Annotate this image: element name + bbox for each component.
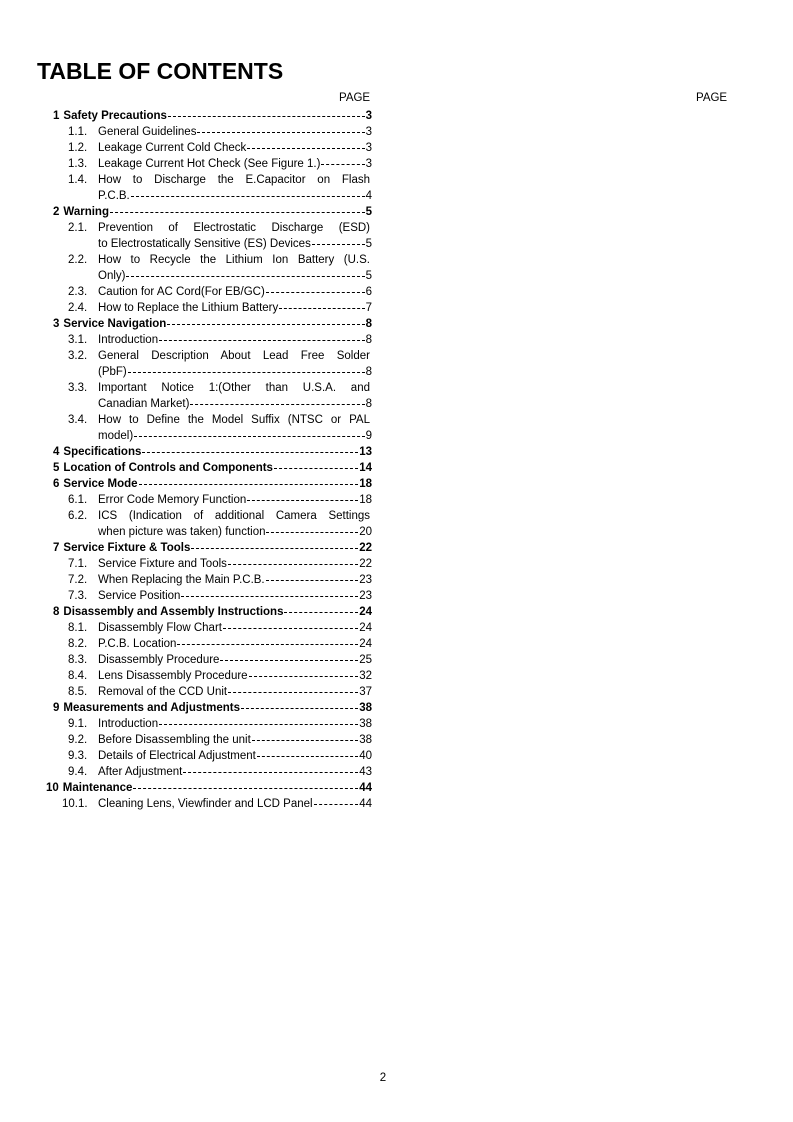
toc-section-entry[interactable] bbox=[46, 780, 372, 796]
toc-entry-page: 32 bbox=[359, 670, 372, 682]
toc-leader-dots bbox=[252, 732, 358, 741]
toc-entry-number: 8.5. bbox=[68, 686, 88, 698]
toc-entry-title: Service Fixture & Tools bbox=[63, 542, 191, 554]
toc-entry-title: Introduction bbox=[98, 334, 159, 346]
toc-entry-page: 44 bbox=[359, 782, 372, 794]
toc-subsection-entry[interactable] bbox=[68, 620, 372, 636]
toc-leader-dots bbox=[139, 476, 359, 485]
toc-subsection-entry[interactable] bbox=[98, 428, 372, 444]
toc-subsection-entry[interactable] bbox=[62, 796, 372, 812]
toc-entry-line bbox=[98, 508, 370, 524]
toc-section-entry[interactable] bbox=[53, 604, 372, 620]
toc-entry-title: Canadian Market) bbox=[98, 398, 190, 410]
toc-entry-page: 25 bbox=[359, 654, 372, 666]
toc-entry-number: 8.2. bbox=[68, 638, 88, 650]
toc-subsection-entry[interactable] bbox=[68, 684, 372, 700]
toc-subsection-entry[interactable] bbox=[68, 156, 372, 172]
toc-entry-title: Only) bbox=[98, 270, 126, 282]
toc-leader-dots bbox=[266, 524, 358, 533]
toc-entry-title: Removal of the CCD Unit bbox=[98, 686, 228, 698]
page-number: 2 bbox=[379, 1072, 387, 1084]
toc-leader-dots bbox=[274, 460, 358, 469]
toc-entry-page: 38 bbox=[359, 702, 372, 714]
toc-subsection-entry[interactable] bbox=[98, 524, 372, 540]
toc-entry-page: 8 bbox=[365, 366, 372, 378]
toc-entry-number: 5 bbox=[53, 462, 60, 474]
toc-entry-title: Location of Controls and Components bbox=[63, 462, 273, 474]
toc-entry-number: 3.4. bbox=[68, 414, 88, 426]
toc-entry-number: 8.3. bbox=[68, 654, 88, 666]
toc-leader-dots bbox=[284, 604, 358, 613]
toc-entry-title: Disassembly Flow Chart bbox=[98, 622, 222, 634]
toc-entry-title: (PbF) bbox=[98, 366, 127, 378]
toc-subsection-entry[interactable] bbox=[68, 284, 372, 300]
toc-subsection-entry[interactable] bbox=[68, 668, 372, 684]
toc-subsection-entry[interactable] bbox=[68, 636, 372, 652]
toc-entry-page: 14 bbox=[359, 462, 372, 474]
toc-leader-dots bbox=[181, 588, 358, 597]
toc-entry-number: 2.1. bbox=[68, 222, 88, 234]
toc-entry-number: 7.2. bbox=[68, 574, 88, 586]
toc-entry-title: Disassembly Procedure bbox=[98, 654, 220, 666]
toc-leader-dots bbox=[131, 188, 365, 197]
toc-subsection-entry[interactable] bbox=[68, 732, 372, 748]
toc-entry-page: 40 bbox=[359, 750, 372, 762]
toc-leader-dots bbox=[279, 300, 364, 309]
toc-entry-title: Details of Electrical Adjustment bbox=[98, 750, 256, 762]
toc-entry-line bbox=[98, 348, 370, 364]
toc-leader-dots bbox=[223, 620, 358, 629]
toc-section-entry[interactable] bbox=[53, 476, 372, 492]
toc-entry-page: 5 bbox=[365, 270, 372, 282]
toc-entry-number: 1.3. bbox=[68, 158, 88, 170]
toc-entry-line bbox=[98, 172, 370, 188]
toc-subsection-entry[interactable] bbox=[68, 332, 372, 348]
toc-leader-dots bbox=[159, 332, 364, 341]
toc-subsection-entry[interactable] bbox=[98, 268, 372, 284]
toc-entry-number: 2.2. bbox=[68, 254, 88, 266]
toc-entry-title: P.C.B. bbox=[98, 190, 130, 202]
toc-entry-page: 8 bbox=[365, 318, 372, 330]
toc-leader-dots bbox=[228, 556, 358, 565]
toc-entry-page: 20 bbox=[359, 526, 372, 538]
toc-leader-dots bbox=[142, 444, 358, 453]
toc-section-entry[interactable] bbox=[53, 700, 372, 716]
toc-entry-number: 6.2. bbox=[68, 510, 88, 522]
page-title: TABLE OF CONTENTS bbox=[37, 58, 284, 84]
toc-entry-number: 1.2. bbox=[68, 142, 88, 154]
toc-leader-dots bbox=[321, 156, 364, 165]
toc-leader-dots bbox=[128, 364, 365, 373]
toc-leader-dots bbox=[197, 124, 364, 133]
toc-subsection-entry[interactable] bbox=[68, 588, 372, 604]
toc-section-entry[interactable] bbox=[53, 316, 372, 332]
toc-leader-dots bbox=[110, 204, 365, 213]
toc-leader-dots bbox=[249, 668, 359, 677]
toc-entry-page: 8 bbox=[365, 334, 372, 346]
toc-section-entry[interactable] bbox=[53, 204, 372, 220]
toc-entry-line bbox=[98, 252, 370, 268]
toc-entry-number: 7.3. bbox=[68, 590, 88, 602]
toc-entry-number: 6.1. bbox=[68, 494, 88, 506]
toc-entry-title: Leakage Current Hot Check (See Figure 1.) bbox=[98, 158, 321, 170]
toc-leader-dots bbox=[126, 268, 364, 277]
toc-section-entry[interactable] bbox=[53, 540, 372, 556]
toc-subsection-entry[interactable] bbox=[98, 188, 372, 204]
toc-entry-page: 13 bbox=[359, 446, 372, 458]
toc-subsection-entry[interactable] bbox=[68, 556, 372, 572]
toc-entry-page: 9 bbox=[365, 430, 372, 442]
toc-subsection-entry[interactable] bbox=[68, 716, 372, 732]
toc-subsection-entry[interactable] bbox=[68, 764, 372, 780]
toc-entry-title: Error Code Memory Function bbox=[98, 494, 247, 506]
toc-leader-dots bbox=[133, 780, 358, 789]
toc-entry-page: 23 bbox=[359, 590, 372, 602]
toc-leader-dots bbox=[257, 748, 358, 757]
toc-subsection-entry[interactable] bbox=[68, 140, 372, 156]
toc-entry-page: 24 bbox=[359, 606, 372, 618]
toc-entry-title: when picture was taken) function bbox=[98, 526, 266, 538]
toc-entry-title: to Electrostatically Sensitive (ES) Devices bbox=[98, 238, 311, 250]
toc-entry-title: Maintenance bbox=[62, 782, 133, 794]
toc-entry-page: 22 bbox=[359, 542, 372, 554]
toc-entry-title: Introduction bbox=[98, 718, 159, 730]
toc-leader-dots bbox=[241, 700, 358, 709]
toc-leader-dots bbox=[134, 428, 364, 437]
toc-entry-title: Leakage Current Cold Check bbox=[98, 142, 247, 154]
toc-entry-page: 5 bbox=[365, 238, 372, 250]
toc-section-entry[interactable] bbox=[53, 460, 372, 476]
toc-entry-title: Safety Precautions bbox=[63, 110, 167, 122]
toc-entry-page: 8 bbox=[365, 398, 372, 410]
toc-entry-title: Before Disassembling the unit bbox=[98, 734, 251, 746]
toc-entry-number: 10 bbox=[46, 782, 59, 794]
toc-entry-number: 3.1. bbox=[68, 334, 88, 346]
page-column-header-left: PAGE bbox=[339, 92, 371, 104]
toc-entry-number: 10.1. bbox=[62, 798, 88, 810]
toc-entry-title: Specifications bbox=[63, 446, 142, 458]
toc-entry-number: 9.1. bbox=[68, 718, 88, 730]
toc-entry-title: How to Replace the Lithium Battery bbox=[98, 302, 279, 314]
toc-entry-title: Service Fixture and Tools bbox=[98, 558, 227, 570]
toc-entry-number: 9.3. bbox=[68, 750, 88, 762]
toc-entry-page: 3 bbox=[365, 158, 372, 170]
toc-entry-title: Cleaning Lens, Viewfinder and LCD Panel bbox=[98, 798, 313, 810]
toc-entry-page: 6 bbox=[365, 286, 372, 298]
toc-subsection-entry[interactable] bbox=[68, 124, 372, 140]
toc-entry-number: 3.3. bbox=[68, 382, 88, 394]
toc-entry-title: Service Position bbox=[98, 590, 181, 602]
toc-entry-number: 8.4. bbox=[68, 670, 88, 682]
toc-entry-page: 24 bbox=[359, 638, 372, 650]
toc-entry-line bbox=[98, 412, 370, 428]
toc-entry-number: 1.4. bbox=[68, 174, 88, 186]
toc-leader-dots bbox=[247, 492, 358, 501]
toc-entry-page: 24 bbox=[359, 622, 372, 634]
toc-entry-page: 7 bbox=[365, 302, 372, 314]
toc-entry-page: 3 bbox=[365, 126, 372, 138]
toc-subsection-entry[interactable] bbox=[98, 364, 372, 380]
toc-entry-page: 44 bbox=[359, 798, 372, 810]
toc-entry-page: 5 bbox=[365, 206, 372, 218]
toc-entry-title: model) bbox=[98, 430, 134, 442]
toc-entry-title-line: ICS (Indication of additional Camera Settings bbox=[98, 510, 370, 522]
toc-entry-page: 18 bbox=[359, 478, 372, 490]
toc-subsection-entry[interactable] bbox=[68, 300, 372, 316]
toc-entry-title-line: Prevention of Electrostatic Discharge (ESD) bbox=[98, 222, 370, 234]
toc-entry-number: 2.4. bbox=[68, 302, 88, 314]
toc-leader-dots bbox=[247, 140, 364, 149]
toc-leader-dots bbox=[183, 764, 358, 773]
toc-entry-title: Service Navigation bbox=[63, 318, 167, 330]
toc-leader-dots bbox=[266, 572, 359, 581]
toc-leader-dots bbox=[228, 684, 358, 693]
toc-entry-number: 6 bbox=[53, 478, 60, 490]
toc-entry-title-line: Important Notice 1:(Other than U.S.A. and bbox=[98, 382, 370, 394]
toc-entry-title: Service Mode bbox=[63, 478, 138, 490]
toc-subsection-entry[interactable] bbox=[98, 396, 372, 412]
toc-entry-page: 23 bbox=[359, 574, 372, 586]
toc-entry-number: 9.4. bbox=[68, 766, 88, 778]
toc-leader-dots bbox=[168, 108, 365, 117]
toc-entry-page: 43 bbox=[359, 766, 372, 778]
toc-entry-page: 37 bbox=[359, 686, 372, 698]
toc-entry-number: 7.1. bbox=[68, 558, 88, 570]
toc-leader-dots bbox=[266, 284, 365, 293]
toc-entry-title: Caution for AC Cord(For EB/GC) bbox=[98, 286, 265, 298]
toc-entry-number: 9.2. bbox=[68, 734, 88, 746]
toc-entry-number: 8 bbox=[53, 606, 60, 618]
toc-section-entry[interactable] bbox=[53, 108, 372, 124]
toc-entry-title-line: How to Define the Model Suffix (NTSC or PAL bbox=[98, 414, 370, 426]
toc-entry-page: 18 bbox=[359, 494, 372, 506]
toc-section-entry[interactable] bbox=[53, 444, 372, 460]
toc-leader-dots bbox=[191, 540, 358, 549]
toc-entry-line bbox=[98, 220, 370, 236]
toc-entry-title: After Adjustment bbox=[98, 766, 183, 778]
toc-entry-number: 3 bbox=[53, 318, 60, 330]
toc-entry-title-line: How to Discharge the E.Capacitor on Flash bbox=[98, 174, 370, 186]
toc-subsection-entry[interactable] bbox=[68, 652, 372, 668]
toc-leader-dots bbox=[190, 396, 364, 405]
toc-entry-number: 7 bbox=[53, 542, 60, 554]
toc-entry-title: P.C.B. Location bbox=[98, 638, 177, 650]
toc-entry-number: 2.3. bbox=[68, 286, 88, 298]
toc-entry-title-line: How to Recycle the Lithium Ion Battery (U.S. bbox=[98, 254, 370, 266]
toc-entry-number: 8.1. bbox=[68, 622, 88, 634]
toc-leader-dots bbox=[159, 716, 358, 725]
toc-subsection-entry[interactable] bbox=[68, 748, 372, 764]
toc-leader-dots bbox=[312, 236, 365, 245]
toc-entry-title: General Guidelines bbox=[98, 126, 197, 138]
toc-entry-number: 2 bbox=[53, 206, 60, 218]
toc-leader-dots bbox=[177, 636, 358, 645]
toc-entry-page: 22 bbox=[359, 558, 372, 570]
toc-entry-title: Lens Disassembly Procedure bbox=[98, 670, 248, 682]
toc-entry-title: When Replacing the Main P.C.B. bbox=[98, 574, 265, 586]
toc-entry-page: 38 bbox=[359, 718, 372, 730]
toc-entry-title: Measurements and Adjustments bbox=[63, 702, 240, 714]
toc-entry-page: 4 bbox=[365, 190, 372, 202]
toc-entry-number: 9 bbox=[53, 702, 60, 714]
toc-entry-page: 38 bbox=[359, 734, 372, 746]
toc-subsection-entry[interactable] bbox=[68, 492, 372, 508]
toc-entry-number: 3.2. bbox=[68, 350, 88, 362]
toc-leader-dots bbox=[314, 796, 359, 805]
page-column-header-right: PAGE bbox=[696, 92, 728, 104]
toc-entry-title: Disassembly and Assembly Instructions bbox=[63, 606, 284, 618]
toc-entry-page: 3 bbox=[365, 110, 372, 122]
toc-entry-number: 1.1. bbox=[68, 126, 88, 138]
toc-leader-dots bbox=[167, 316, 364, 325]
toc-entry-page: 3 bbox=[365, 142, 372, 154]
toc-entry-number: 1 bbox=[53, 110, 60, 122]
toc-entry-line bbox=[98, 380, 370, 396]
toc-entry-number: 4 bbox=[53, 446, 60, 458]
toc-entry-title: Warning bbox=[63, 206, 109, 218]
toc-entry-title-line: General Description About Lead Free Solder bbox=[98, 350, 370, 362]
toc-subsection-entry[interactable] bbox=[68, 572, 372, 588]
toc-subsection-entry[interactable] bbox=[98, 236, 372, 252]
toc-leader-dots bbox=[220, 652, 358, 661]
